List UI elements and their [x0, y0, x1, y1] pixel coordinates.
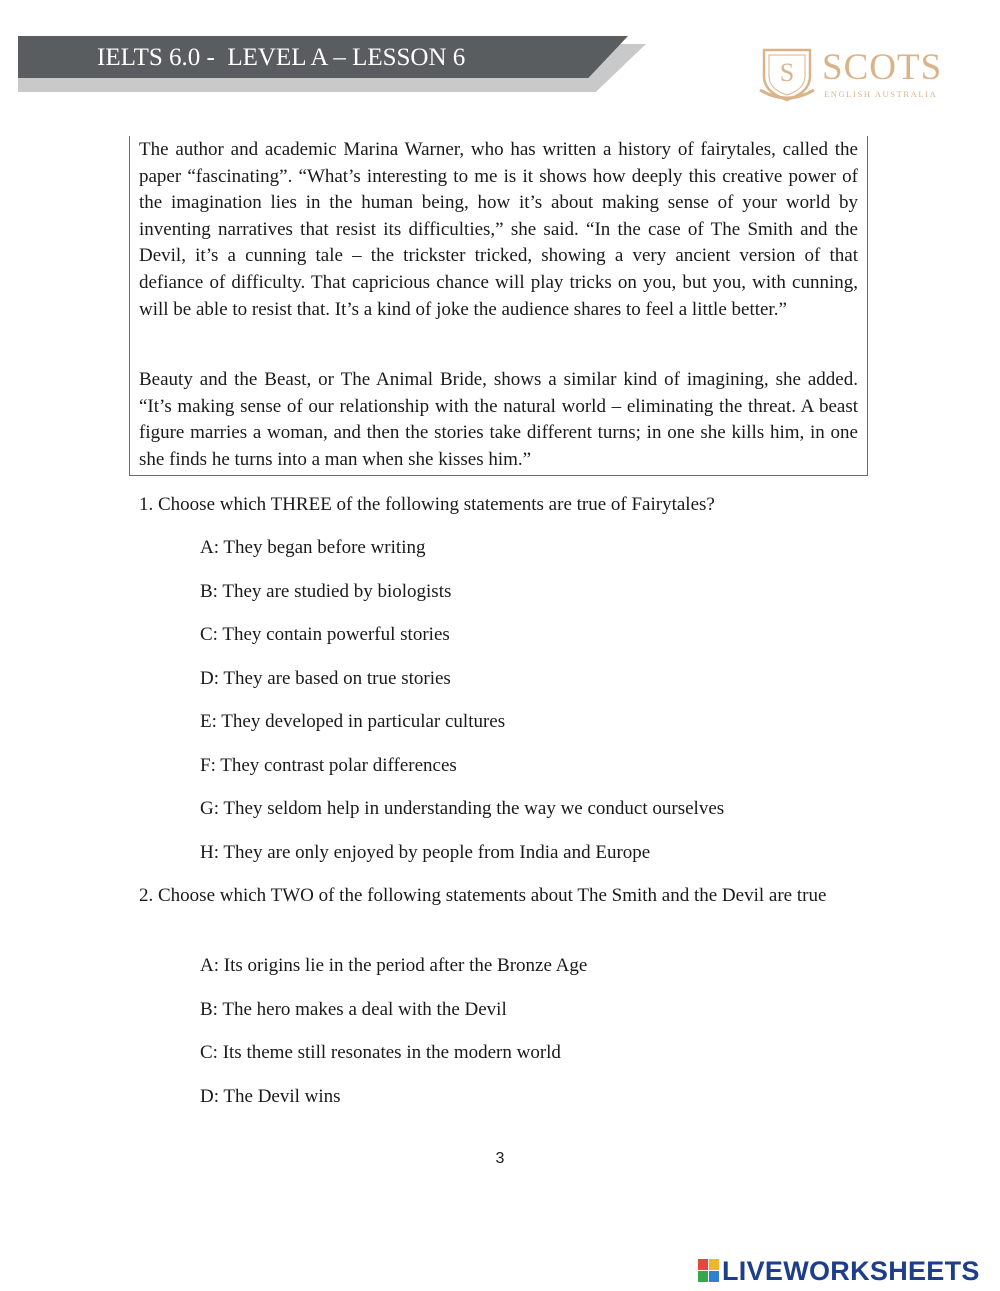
page-title: IELTS 6.0 - LEVEL A – LESSON 6 [97, 44, 466, 71]
liveworksheets-text: LIVEWORKSHEETS [722, 1256, 980, 1286]
question-1-option-g[interactable]: G: They seldom help in understanding the way we conduct ourselves [200, 798, 725, 819]
crest-letter: S [779, 58, 795, 87]
crest-icon [758, 46, 816, 102]
question-2-option-b[interactable]: B: The hero makes a deal with the Devil [200, 999, 507, 1020]
question-1-option-a[interactable]: A: They began before writing [200, 537, 426, 558]
question-1-prompt: 1. Choose which THREE of the following statements are true of Fairytales? [139, 494, 715, 515]
question-1-option-d[interactable]: D: They are based on true stories [200, 668, 451, 689]
liveworksheets-brand[interactable] [698, 1255, 996, 1287]
question-2-option-c[interactable]: C: Its theme still resonates in the modern world [200, 1042, 561, 1063]
passage-paragraph: The author and academic Marina Warner, who has written a history of fairytales, called the paper “fascinating”. “What’s interesting to me is it shows how deeply this creative power of the imagination lies in the human being, how it’s about making sense of your world by inventing narratives that resist its difficulties,” she said. “In the case of The Smith and the Devil, it’s a cunning tale – the trickster tricked, showing a very ancient version of that defiance of difficulty. That capricious chance will play tricks on you, but you, with cunning, will be able to resist that. It’s a kind of joke the audience shares to feel a little better.” [139, 139, 858, 320]
question-1-option-f[interactable]: F: They contrast polar differences [200, 755, 457, 776]
question-1-option-h[interactable]: H: They are only enjoyed by people from India and Europe [200, 842, 651, 863]
question-1-option-e[interactable]: E: They developed in particular cultures [200, 711, 506, 732]
page-number: 3 [495, 1150, 505, 1167]
question-1-option-b[interactable]: B: They are studied by biologists [200, 581, 452, 602]
passage-paragraph: Beauty and the Beast, or The Animal Bride, shows a similar kind of imagining, she added. “It’s making sense of our relationship with the natural world – eliminating the threat. A beast figure marries a woman, and then the stories take different turns; in one she kills him, in one she finds he turns into a man when she kisses him.” [139, 369, 858, 470]
question-2-prompt: 2. Choose which TWO of the following statements about The Smith and the Devil are true [139, 885, 827, 906]
question-2-option-d[interactable]: D: The Devil wins [200, 1086, 341, 1107]
question-2-option-a[interactable]: A: Its origins lie in the period after the Bronze Age [200, 955, 588, 976]
scots-logo [758, 46, 948, 106]
liveworksheets-icon [698, 1259, 720, 1283]
logo-name: SCOTS [822, 47, 943, 88]
logo-subtitle: ENGLISH AUSTRALIA [824, 89, 938, 99]
question-1-option-c[interactable]: C: They contain powerful stories [200, 624, 450, 645]
